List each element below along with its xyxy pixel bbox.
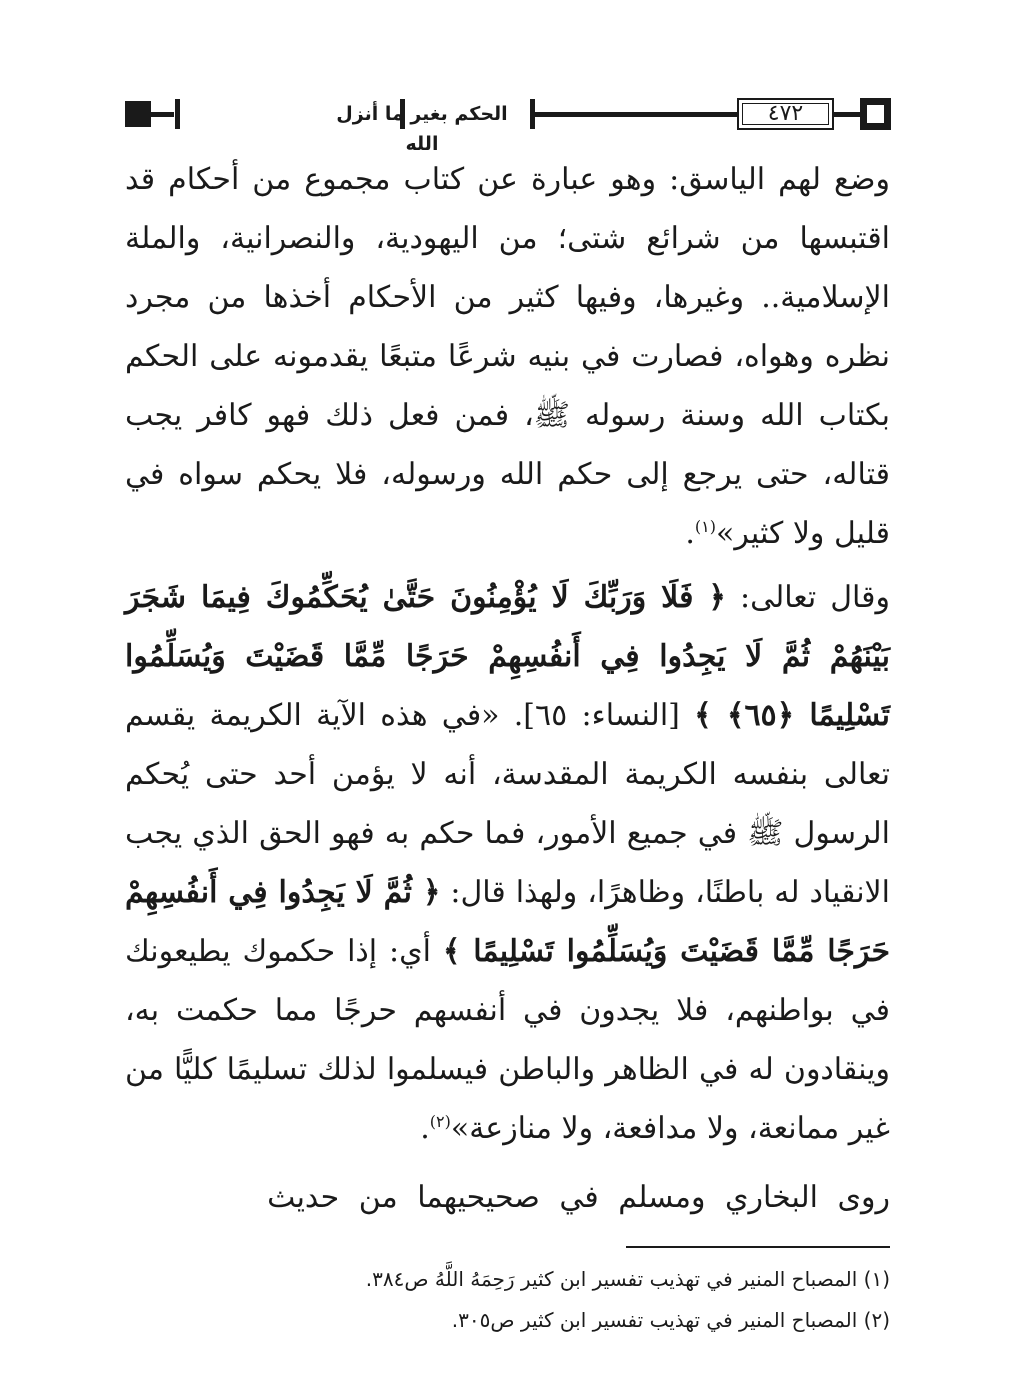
paragraph-3: روى البخاري ومسلم في صحيحيهما من حديث bbox=[267, 1180, 890, 1215]
paragraph-2-commentary: [النساء: ٦٥]. «في هذه الآية الكريمة يقسم تعالى بنفسه الكريمة المقدسة، أنه لا يؤمن أحد حتى يُحكم الرسول ﷺ في جميع الأمور، فما حكم به فهو الحق الذي يجب الانقياد له باطنًا، وظاهرًا، ولهذا قال: bbox=[125, 698, 890, 910]
page-header bbox=[125, 97, 891, 155]
paragraph-2-tail: أي: إذا حكموك يطيعونك في بواطنهم، فلا يجدون في أنفسهم حرجًا مما حكمت به، وينقادون له في الظاهر والباطن فيسلموا لذلك تسليمًا كليًّا من غير ممانعة، ولا مدافعة، ولا منازعة» bbox=[125, 934, 890, 1146]
paragraph-2 bbox=[125, 568, 890, 1158]
paragraph-2-lead: وقال تعالى: bbox=[725, 580, 890, 615]
paragraph-1-text: وضع لهم الياسق: وهو عبارة عن كتاب مجموع من أحكام قد اقتبسها من شرائع شتى؛ من اليهودية، والنصرانية، والملة الإسلامية.. وغيرها، وفيها كثير من الأحكام أخذها من مجرد نظره وهواه، فصارت في بنيه شرعًا متبعًا يقدمونه على الحكم بكتاب الله وسنة رسوله ﷺ، فمن فعل ذلك فهو كافر يجب قتاله، حتى يرجع إلى حكم الله ورسوله، فلا يحكم سواه في قليل ولا كثير» bbox=[125, 162, 890, 551]
running-title: الحكم بغير ما أنزل الله bbox=[336, 103, 508, 155]
quran-verse-excerpt: ﴿ ثُمَّ لَا يَجِدُوا فِي أَنفُسِهِمْ حَرَجًا مِّمَّا قَضَيْتَ وَيُسَلِّمُوا تَسْلِيمًا ﴾ bbox=[125, 875, 890, 969]
header-ornament-bar bbox=[175, 99, 180, 129]
header-ornament-left bbox=[125, 101, 151, 127]
paragraph-2-end: . bbox=[420, 1111, 430, 1146]
footnote-1: (١) المصباح المنير في تهذيب تفسير ابن كثير رَحِمَهُ اللَّهُ ص٣٨٤. bbox=[365, 1267, 890, 1291]
header-rule bbox=[535, 112, 737, 117]
header-rule bbox=[834, 112, 860, 117]
quran-verse: ﴿ فَلَا وَرَبِّكَ لَا يُؤْمِنُونَ حَتَّىٰ يُحَكِّمُوكَ فِيمَا شَجَرَ بَيْنَهُمْ ثُمَّ لَا يَجِدُوا فِي أَنفُسِهِمْ حَرَجًا مِّمَّا قَضَيْتَ وَيُسَلِّمُوا تَسْلِيمًا ﴿٦٥﴾ ﴾ bbox=[125, 580, 890, 733]
footnote-ref-1: (١) bbox=[694, 517, 716, 536]
paragraph-1-end: . bbox=[685, 516, 695, 551]
header-ornament-right bbox=[860, 98, 891, 130]
footnote-separator bbox=[626, 1246, 890, 1248]
page-number: ٤٧٢ bbox=[737, 98, 834, 130]
footnote-ref-2: (٢) bbox=[429, 1112, 451, 1131]
header-rule bbox=[151, 112, 174, 117]
footnote-2: (٢) المصباح المنير في تهذيب تفسير ابن كثير ص٣٠٥. bbox=[451, 1308, 890, 1332]
paragraph-1 bbox=[125, 150, 890, 563]
